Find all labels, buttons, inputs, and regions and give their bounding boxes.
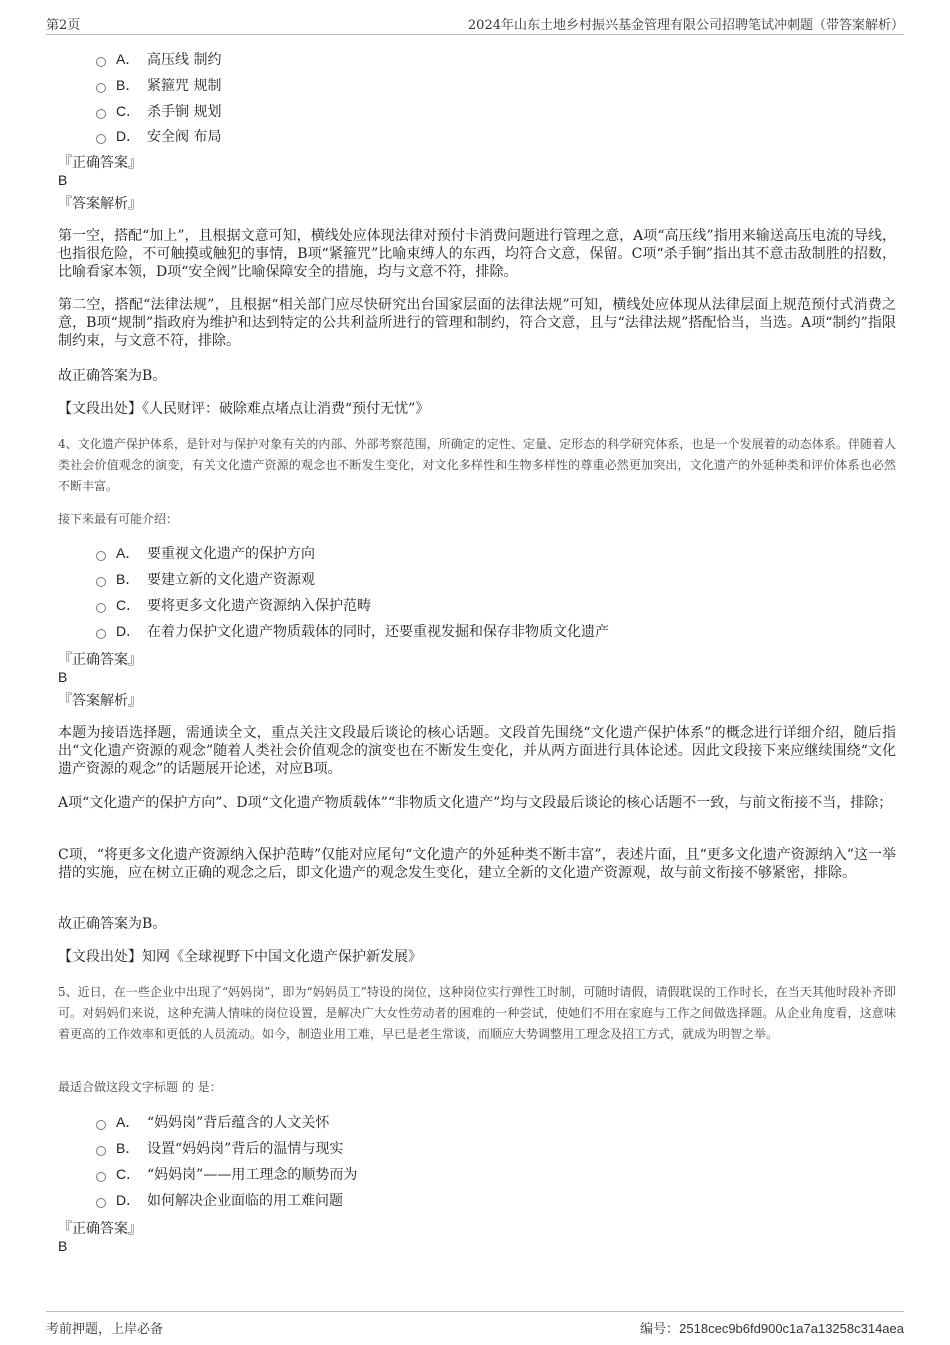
radio-icon[interactable] xyxy=(96,629,106,639)
document-code xyxy=(640,1318,904,1337)
q5-option-c[interactable]: C． “妈妈岗”——用工理念的顺势而为 xyxy=(96,1164,357,1184)
q4-option-a[interactable]: A． 要重视文化遗产的保护方向 xyxy=(96,543,315,563)
q3-option-c[interactable]: C． 杀手锏 规划 xyxy=(96,101,221,121)
q3-conclusion: 故正确答案为B。 xyxy=(58,368,167,384)
q5-answer: B xyxy=(58,1238,68,1254)
q5-option-d[interactable]: D． 如何解决企业面临的用工难问题 xyxy=(96,1190,343,1210)
q4-option-c[interactable]: C． 要将更多文化遗产资源纳入保护范畴 xyxy=(96,595,371,615)
document-title: 2024年山东土地乡村振兴基金管理有限公司招聘笔试冲刺题（带答案解析） xyxy=(467,18,904,33)
q5-option-a[interactable]: A． “妈妈岗”背后蕴含的人文关怀 xyxy=(96,1112,329,1132)
q4-analysis-paragraph: A项“文化遗产的保护方向”、D项“文化遗产物质载体”“非物质文化遗产”均与文段最后谈论的核心话题不一致，与前文衔接不当，排除； xyxy=(58,795,893,811)
radio-icon[interactable] xyxy=(96,83,106,93)
q4-conclusion: 故正确答案为B。 xyxy=(58,916,167,932)
q5-stem: 5、近日，在一些企业中出现了“妈妈岗”，即为“妈妈员工”特设的岗位，这种岗位实行弹性工时制，可随时请假，请假耽误的工作时长，在当天其他时段补齐即可。对妈妈们来说，这种充满人情味的岗位设置，是解决广大女性劳动者的困难的一种尝试，使她们不用在家庭与工作之间做选择题。从企业角度看，这意味着更高的工作效率和更低的人员流动。如今，制造业用工难，早已是老生常谈，而顺应大势调整用工理念及招工方式，就成为明智之举。 xyxy=(58,985,896,1041)
q5-question: 最适合做这段文字标题 的 是： xyxy=(58,1080,222,1094)
q3-analysis-paragraph: 第二空，搭配“法律法规”，且根据“相关部门应尽快研究出台国家层面的法律法规”可知，横线处应体现从法律层面上规范预付式消费之意，B项“规制”指政府为维护和达到特定的公共利益所进行的管理和制约，符合文意，且与“法律法规”搭配恰当，当选。A项“制约”指限制约束，与文意不符，排除。 xyxy=(58,297,896,349)
footer-slogan: 考前押题，上岸必备 xyxy=(46,1322,164,1337)
q3-option-d[interactable]: D． 安全阀 布局 xyxy=(96,126,221,146)
radio-icon[interactable] xyxy=(96,1172,106,1182)
q3-option-b[interactable]: B． 紧箍咒 规制 xyxy=(96,75,221,95)
page-number: 第2页 xyxy=(46,18,81,33)
q4-analysis-paragraph: 本题为接语选择题，需通读全文，重点关注文段最后谈论的核心话题。文段首先围绕“文化遗产保护体系”的概念进行详细介绍，随后指出“文化遗产资源的观念”随着人类社会价值观念的演变也在不断发生变化，并从两方面进行具体论述。因此文段接下来应继续围绕“文化遗产资源的观念”的话题展开论述，对应B项。 xyxy=(58,725,896,777)
q4-question: 接下来最有可能介绍： xyxy=(58,512,179,526)
radio-icon[interactable] xyxy=(96,1198,106,1208)
q4-stem: 4、文化遗产保护体系，是针对与保护对象有关的内部、外部考察范围，所确定的定性、定量、定形态的科学研究体系，也是一个发展着的动态体系。伴随着人类社会价值观念的演变，有关文化遗产资源的观念也不断发生变化，对文化多样性和生物多样性的尊重必然更加突出，文化遗产的外延种类和评价体系也必然不断丰富。 xyxy=(58,437,896,493)
q3-answer-label: 『正确答案』 xyxy=(58,155,142,171)
radio-icon[interactable] xyxy=(96,551,106,561)
q3-source: 【文段出处】《人民财评：破除难点堵点让消费“预付无忧”》 xyxy=(58,401,430,417)
radio-icon[interactable] xyxy=(96,603,106,613)
q3-option-a[interactable]: A． 高压线 制约 xyxy=(96,49,221,69)
radio-icon[interactable] xyxy=(96,1120,106,1130)
q5-option-b[interactable]: B． 设置“妈妈岗”背后的温情与现实 xyxy=(96,1138,343,1158)
q4-analysis-label: 『答案解析』 xyxy=(58,693,142,709)
radio-icon[interactable] xyxy=(96,109,106,119)
page-header xyxy=(46,12,904,35)
radio-icon[interactable] xyxy=(96,1146,106,1156)
q3-analysis-paragraph: 第一空，搭配“加上”，且根据文意可知，横线处应体现法律对预付卡消费问题进行管理之意，A项“高压线”指用来输送高压电流的导线，也指很危险，不可触摸或触犯的事情，B项“紧箍咒”比喻束缚人的东西，均符合文意，保留。C项“杀手锏”指出其不意击敌制胜的招数，比喻看家本领，D项“安全阀”比喻保障安全的措施，均与文意不符，排除。 xyxy=(58,228,896,280)
radio-icon[interactable] xyxy=(96,57,106,67)
q5-answer-label: 『正确答案』 xyxy=(58,1221,142,1237)
q4-option-d[interactable]: D． 在着力保护文化遗产物质载体的同时，还要重视发掘和保存非物质文化遗产 xyxy=(96,621,609,641)
radio-icon[interactable] xyxy=(96,134,106,144)
q4-option-b[interactable]: B． 要建立新的文化遗产资源观 xyxy=(96,569,315,589)
q4-answer-label: 『正确答案』 xyxy=(58,652,142,668)
document-code-label: 编号： xyxy=(640,1322,680,1337)
q3-answer: B xyxy=(58,172,68,188)
q4-analysis-paragraph: C项，“将更多文化遗产资源纳入保护范畴”仅能对应尾句“文化遗产的外延种类不断丰富”，表述片面，且“更多文化遗产资源纳入”这一举措的实施，应在树立正确的观念之后，即文化遗产的观念发生变化，建立全新的文化遗产资源观，故与前文衔接不够紧密，排除。 xyxy=(58,847,896,881)
document-code-value: 2518cec9b6fd900c1a7a13258c314aea xyxy=(679,1321,904,1336)
page-footer xyxy=(46,1311,904,1340)
q4-answer: B xyxy=(58,669,68,685)
q4-source: 【文段出处】知网《全球视野下中国文化遗产保护新发展》 xyxy=(58,949,422,965)
radio-icon[interactable] xyxy=(96,577,106,587)
q3-analysis-label: 『答案解析』 xyxy=(58,196,142,212)
